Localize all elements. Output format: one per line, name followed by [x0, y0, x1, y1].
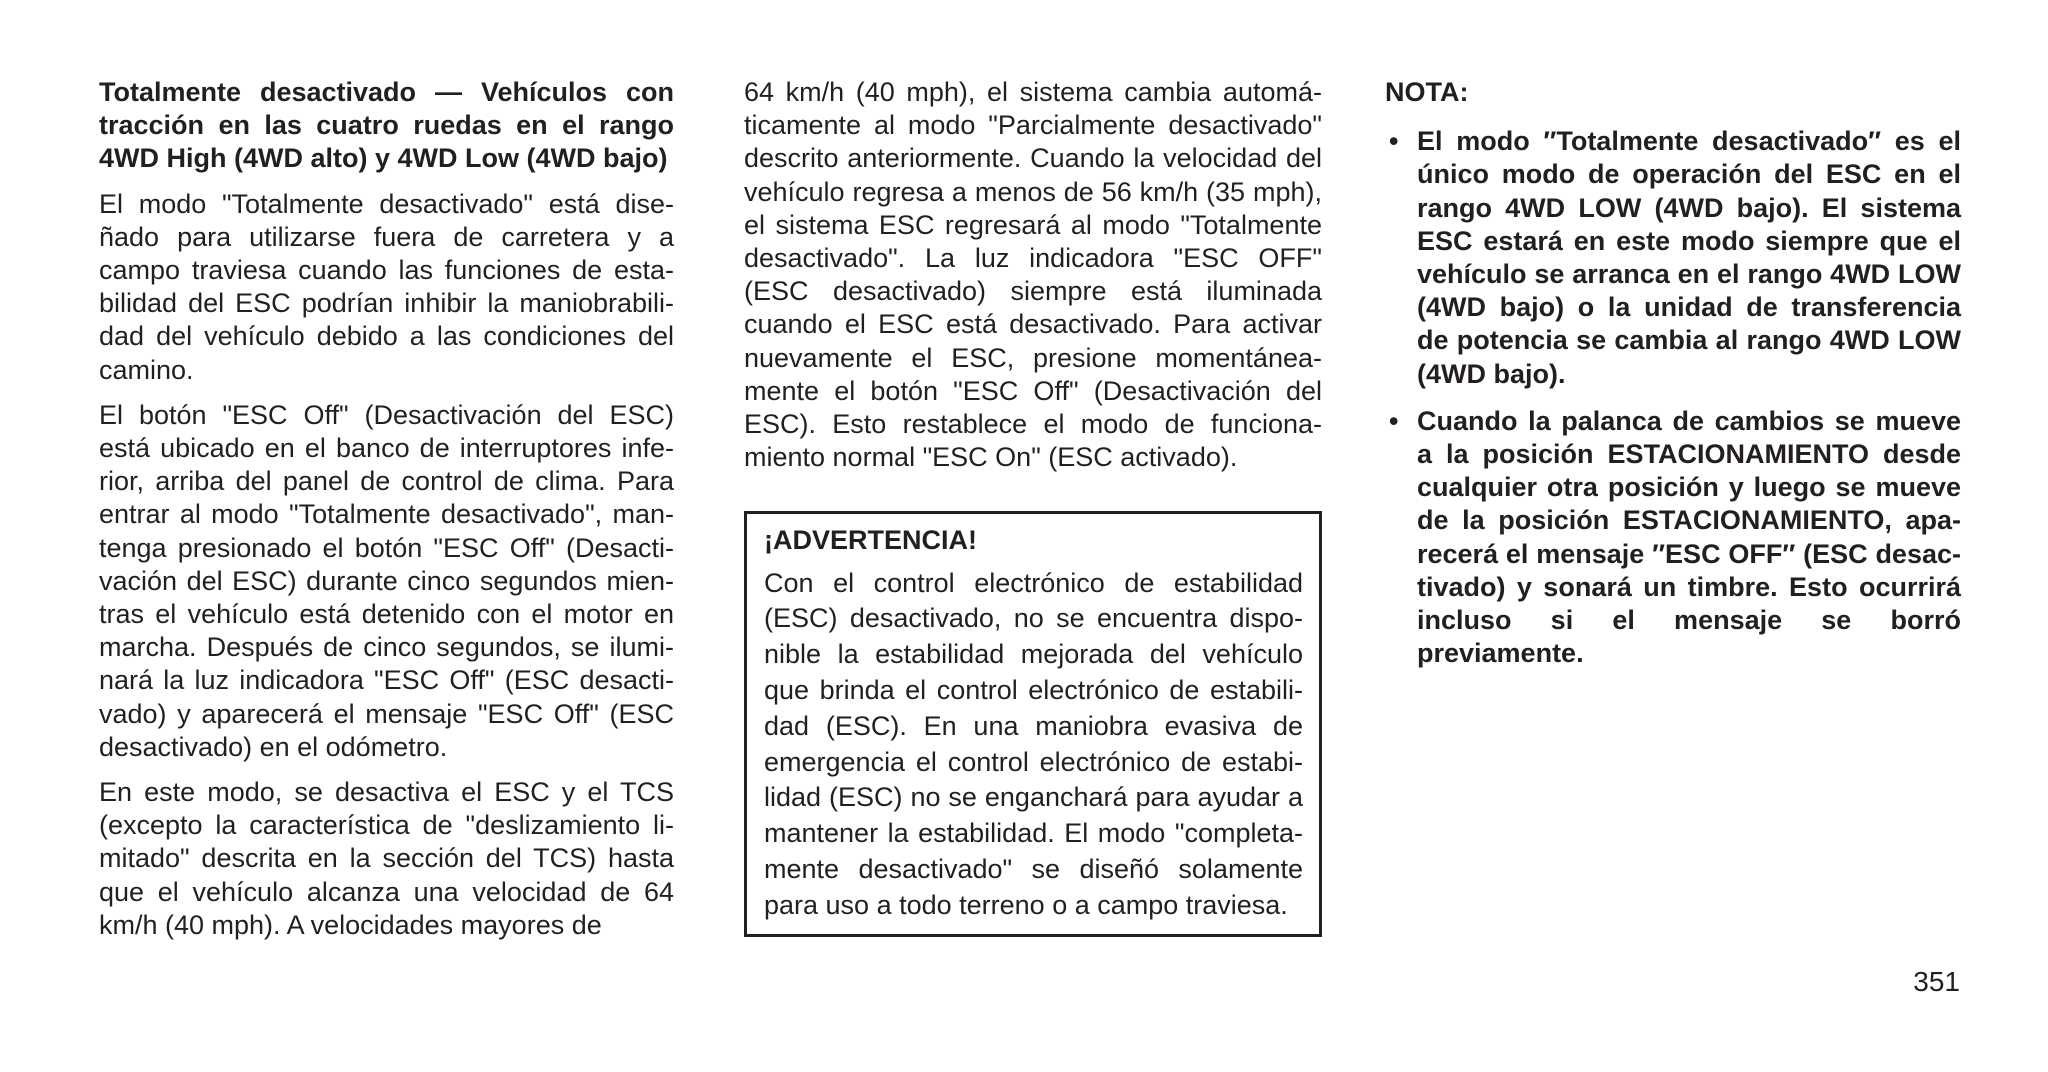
paragraph-mode-description: El modo "Totalmente desactivado" está diseñado para utilizarse fuera de carretera y a campo traviesa cuando las funciones de estabilidad del ESC podrían inhibir la maniobrabilidad del vehículo debido a las condiciones del camino. — [99, 188, 674, 385]
column-middle — [744, 76, 1322, 937]
warning-title: ¡ADVERTENCIA! — [764, 525, 977, 556]
note-title: NOTA: — [1385, 77, 1469, 107]
paragraph-speed-behavior: En este modo, se desactiva el ESC y el TCS (excepto la característica de "deslizamiento limitado" descrita en la sección del TCS) hasta que el vehículo alcanza una velocidad de 64 km/h (40 mph). A velocidades mayores de — [99, 777, 674, 940]
note-list — [1385, 125, 1961, 670]
paragraph-continuation: 64 km/h (40 mph), el sistema cambia automáticamente al modo "Parcialmente desactivado" descrito anteriormente. Cuando la velocidad del vehículo regresa a menos de 56 km/h (35 mph), el sistema ESC regresará al modo "Totalmente desactivado". La luz indicadora "ESC OFF" (ESC desactivado) siempre está iluminada cuando el ESC está desactivado. Para activar nuevamente el ESC, presione momentáneamente el botón "ESC Off" (Desactivación del ESC). Esto restablece el modo de funcionamiento normal "ESC On" (ESC activado). — [744, 77, 1322, 473]
note-text: Cuando la palanca de cambios se mueve a la posición ESTACIONAMIENTO desde cualquier otra posición y luego se mueve de la posición ESTACIONAMIENTO, aparecerá el mensaje ″ESC OFF″ (ESC desactivado) y sonará un timbre. Esto ocurrirá incluso si el mensaje se borró previamente. — [1417, 405, 1961, 669]
warning-text: Con el control electrónico de estabilidad (ESC) desactivado, no se encuentra disponible la estabilidad mejorada del vehículo que brinda el control electrónico de estabilidad (ESC). En una maniobra evasiva de emergencia el control electrónico de estabilidad (ESC) no se enganchará para ayudar a mantener la estabilidad. El modo "completamente desactivado" se diseñó solamente para uso a todo terreno o a campo traviesa. — [764, 567, 1303, 920]
bullet-icon: • — [1389, 405, 1399, 436]
note-item — [1385, 125, 1961, 391]
note-item — [1385, 405, 1961, 671]
column-right — [1385, 76, 1961, 684]
bullet-icon: • — [1389, 126, 1399, 157]
note-text: El modo ″Totalmente desactivado″ es el único modo de operación del ESC en el rango 4WD LOW (4WD bajo). El sistema ESC estará en este modo siempre que el vehículo se arranca en el rango 4WD LOW (4WD bajo) o la unidad de transferencia de potencia se cambia al rango 4WD LOW (4WD bajo). — [1417, 126, 1961, 389]
warning-box — [744, 511, 1322, 936]
section-heading: Totalmente desactivado — Vehículos con tracción en las cuatro ruedas en el rango 4WD High (4WD alto) y 4WD Low (4WD bajo) — [99, 77, 674, 174]
column-left — [99, 76, 674, 954]
paragraph-esc-off-button: El botón "ESC Off" (Desactivación del ESC) está ubicado en el banco de interruptores inferior, arriba del panel de control de clima. Para entrar al modo "Totalmente desactivado", mantenga presionado el botón "ESC Off" (Desactivación del ESC) durante cinco segundos mientras el vehículo está detenido con el motor en marcha. Después de cinco segundos, se iluminará la luz indicadora "ESC Off" (ESC desactivado) y aparecerá el mensaje "ESC Off" (ESC desactivado) en el odómetro. — [99, 399, 674, 762]
page-number: 351 — [1913, 966, 1960, 997]
